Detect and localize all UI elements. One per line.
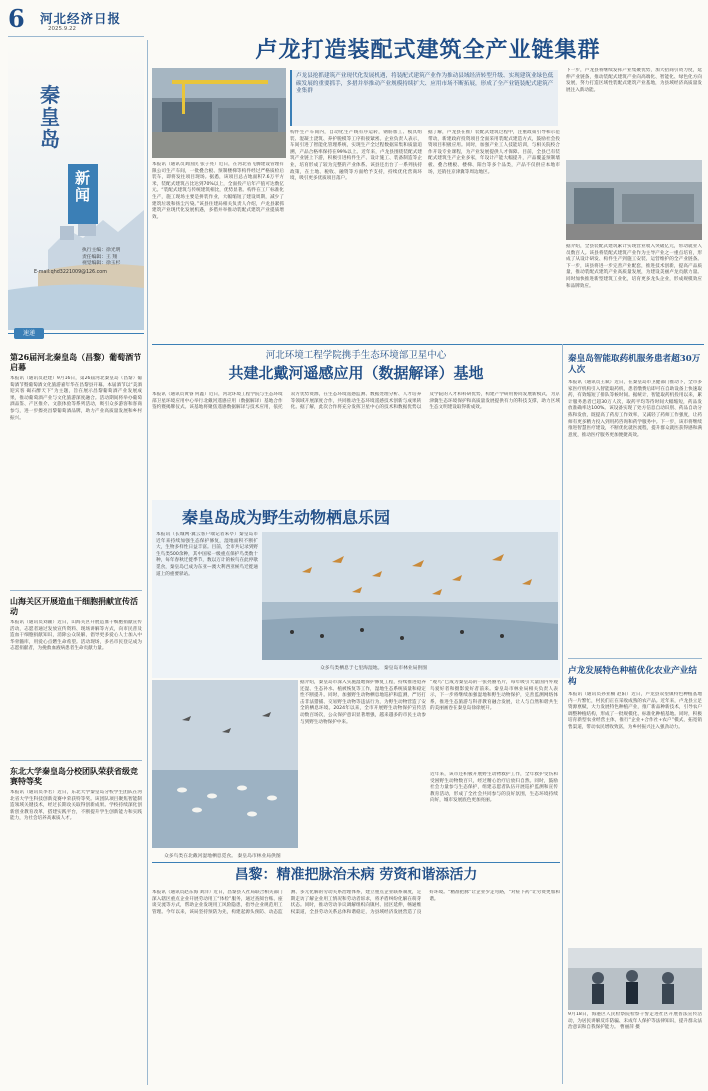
section-name: 新闻 <box>75 169 91 204</box>
chief-editor: 执行主编：徐光明 <box>82 248 121 253</box>
column-divider <box>147 40 148 1085</box>
sidebar-story-1 <box>10 352 142 596</box>
story3-caption-1: 众多鸟类栖息于七里海湿地。 秦皇岛市林业局供图 <box>320 666 428 671</box>
section-city: 秦皇岛 <box>40 83 60 151</box>
bottom-caption <box>568 1012 702 1078</box>
masthead-rule <box>8 36 144 37</box>
story3-photo-2 <box>152 680 298 848</box>
right-body: 本报讯（通讯员王斌）近日，在秦皇岛市卫健部门推动下，全市多家医疗机构引入智能取药机，患者缴费后即可在自助设备上快速取药，有效缩短了排队等候时间。据统计，智能取药机投用以来，累计服务患者已超30万人次，取药平均等待时间大幅缩短，药品发放准确率达100%。该设备实现了处方信息自动识别、药品自动分拣和发放，既提高了药房工作效率，又减轻了药师工作强度，让药师有更多精力投入到用药咨询和药学服务中。下一步，该市将继续推进智慧医疗建设，不断优化就医流程，提升群众就医获得感和满意度，推动医疗服务更加便捷高效。 <box>568 380 702 438</box>
right-headline: 秦皇岛智能取药机服务患者超30万人次 <box>568 354 701 375</box>
story3-head <box>152 500 560 530</box>
issue-date: 2025.9.22 <box>48 26 76 32</box>
column-divider <box>562 344 563 1084</box>
lead-headline: 卢龙打造装配式建筑全产业链集群 <box>255 37 601 63</box>
sidebar-headline: 第26届河北秦皇岛（昌黎）葡萄酒节启幕 <box>10 352 142 372</box>
story3-photo-1 <box>262 532 558 660</box>
story3-headline: 秦皇岛成为野生动物栖息乐园 <box>182 508 391 527</box>
story3-caption-2: 众多鸟类在北戴河湿地栖息觅食。 秦皇岛市林业局供图 <box>164 854 281 859</box>
section-rule <box>152 344 704 345</box>
page-number: 6 <box>8 4 25 33</box>
wetland-photo <box>152 680 298 848</box>
community-photo <box>568 948 702 1010</box>
lead-deck: 卢龙县抢抓建筑产业现代化发展机遇，将装配式建筑产业作为推动县域经济转型升级、实现建筑业绿色低碳发展的重要抓手，多措并举推动产业规模持续扩大、应用市场不断拓展，形成了全产业链装配式建筑产业集群 <box>296 73 554 95</box>
sidebar-story-3 <box>10 766 142 1080</box>
story2-kicker: 河北环境工程学院携手生态环境部卫星中心 <box>265 350 447 361</box>
story4-body: 本报讯（通讯员赵东海 刘洋）近日，昌黎县人社局联合相关部门深入辖区重点企业开展劳动用工“体检”服务，通过查阅台账、座谈交流等方式，帮助企业发现用工风险隐患，指导企业规范用工管理。今年以来，该局坚持预防为先，构建起源头预防、动态监测、多元化解的劳动关系治理体系，建立重点企业联系制度，定期走访了解企业用工情况和劳动者诉求，将矛盾纠纷化解在萌芽状态。同时，推动劳动争议调解组织向镇村、园区延伸，畅通维权渠道，全县劳动关系总体和谐稳定，为县域经济发展营造了良好环境。“精准把脉”让企业少走弯路，“对症下药”让劳资更加和谐。 <box>152 890 560 915</box>
sidebar-body: 本报讯（通讯员刘颖）近日，山海关区开展造血干细胞捐献宣传活动，志愿者通过发放宣传资料、现场讲解等方式，向市民普及造血干细胞捐献知识，消除公众误解，倡导更多爱心人士加入中华骨髓库，用爱心点燃生命希望。活动现场，多名市民登记成为志愿捐献者，为挽救血液病患者生命贡献力量。 <box>10 620 142 652</box>
express-tag: 速递 <box>14 328 44 339</box>
right-headline: 卢龙发展特色种植优化农业产业结构 <box>568 666 697 687</box>
right-story-2 <box>568 666 702 972</box>
divider <box>10 590 142 591</box>
paper-name: 河北经济日报 <box>40 11 122 26</box>
section-nameplate <box>8 40 144 330</box>
duty-editor: 责任编辑：王 翔 <box>82 254 118 260</box>
section-email: E-mail:qhd3221009@126.com <box>34 270 107 275</box>
lead-col-1: 本报讯（通讯员刘国民 张子亮）近日，在河北省飞腾建设管理有限公司生产车间，一批叠合板、预制楼梯等构件经过严格质检后装车，即将发往项目现场。据悉，该项目总占地面积7.6万平方米，装配式建筑占比达到70%以上，全面投产后年产值可达数亿元。“装配式建筑与传统建筑相比，优势显著。构件在工厂标准化生产，施工现场主要是拼装作业，大幅缩短了建设周期，减少了建筑垃圾和扬尘污染。”该县住建局相关负责人介绍，卢龙县紧抓建筑产业现代化发展机遇，多措并举推动装配式建筑产业提质增效。 <box>152 162 284 220</box>
lead-photo-2 <box>566 160 702 240</box>
bottom-caption-credit: 曹丽萍 摄 <box>620 1025 640 1031</box>
visual-editor: 视觉编辑：徐玉杉 <box>82 261 121 267</box>
story3-col-mid: 据介绍，秦皇岛市深入实施湿地保护修复工程，持续推进退养还湿、生态补水、植被恢复等工作，湿地生态系统质量和稳定性不断提升。同时，加强野生动物栖息地巡护和监测，严厉打击非法猎捕、交易野生动物等违法行为，为野生动物营造了安全的栖息环境。2024年以来，全市开展野生动物保护宣传活动数百场次，公众保护意识显著增强，越来越多的市民主动参与到野生动物保护中来。 <box>300 680 426 725</box>
story2-headline: 共建北戴河遥感应用（数据解译）基地 <box>228 364 484 382</box>
story2-header <box>152 350 560 383</box>
sidebar-headline: 东北大学秦皇岛分校团队荣获省级竞赛特等奖 <box>10 766 138 786</box>
story3-col-right: “观鸟”已成为秦皇岛的一张亮丽名片，每年吸引大量国内外观鸟爱好者和摄影爱好者前来。秦皇岛市林业局相关负责人表示，下一步将继续加强湿地和野生动物保护，完善监测网络体系，推进生态旅游与科普教育融合发展，让人与自然和谐共生的美丽画卷在秦皇岛徐徐展开。 <box>430 680 558 712</box>
story3-intro: 本报讯（长城网·冀云客户端记者朱亭）秦皇岛市近年来持续加强生态保护修复，湿地面积不断扩大，生物多样性日益丰富。目前，全市共记录到野生鸟类500余种，其中国家一级重点保护鸟类数十种，每年春秋迁徙季节，数以万计的候鸟在此停歇觅食，秦皇岛已成为东亚—澳大利西亚候鸟迁徙通道上的重要驿站。 <box>156 532 258 577</box>
section-name-box <box>68 164 98 224</box>
sidebar-story-2 <box>10 596 142 745</box>
sidebar-body: 本报讯（通讯员李若）近日，东北大学秦皇岛分校学生团队在河北省大学生科技创新竞赛中荣获特等奖。该团队项目聚焦智能制造领域关键技术，经过长期攻关取得创新成果。学校持续深化创新创业教育改革，搭建实践平台，不断提升学生创新能力和实践能力，为社会培养高素质人才。 <box>10 790 142 822</box>
sidebar-headline: 山海关区开展造血干细胞捐献宣传活动 <box>10 596 138 616</box>
lead-col-4: 下一步，卢龙县将继续发挥产业集聚优势，加大招商引资力度，延伸产业链条，推动装配式建筑产业向高端化、智能化、绿色化方向发展，努力打造区域性装配式建筑产业基地，为县域经济高质量发展注入新动能。 <box>566 68 702 93</box>
bottom-caption-text: 9月18日，海港区人民检察院检察干警走进社区开展普法宣传活动，为居民讲解反诈防骗、未成年人保护等法律知识，提升群众法治意识和自我保护能力。 <box>568 1012 702 1031</box>
story4-headline: 昌黎：精准把脉治未病 劳资和谐添活力 <box>234 867 478 883</box>
right-body: 本报讯（通讯员孙亚楠 赵阳）近日，卢龙县双望镇特色种植基地内一片繁忙，村民们正在采收成熟的农产品。近年来，卢龙县立足资源禀赋，大力发展特色种植产业，推广新品种新技术，引导农户调整种植结构，形成了一批规模化、标准化种植基地。同时，积极培育新型农业经营主体，推行“企业+合作社+农户”模式，拓宽销售渠道，带动农民增收致富，为乡村振兴注入强劲动力。 <box>568 692 702 730</box>
right-top-text: 据介绍，全县装配式建筑累计实现营业收入突破亿元，带动就业人员数百人。该县将装配式建筑产业作为主导产业之一重点培育，形成了从设计研发、构件生产到施工安装、运营维护的全产业链条。下一步，该县将进一步完善产业配套，推进技术创新，提高产品质量，推动装配式建筑产业高质量发展，为建设美丽卢龙贡献力量。同时加快推进新型建筑工业化，培育更多龙头企业，形成规模效应和品牌效应。 <box>566 244 702 289</box>
bottom-photo <box>568 948 702 1010</box>
lead-col-3: 据了解，卢龙县在推广装配式建筑过程中，注重政策引导和示范带动，新建政府投资项目全面采用装配式建造方式，鼓励社会投资项目积极应用。同时，加强产业工人技能培训，与相关院校合作开设专业课程，为产业发展提供人才保障。目前，全县已有装配式建筑生产企业多家，年设计产能大幅提升，产品覆盖预制墙板、叠合楼板、楼梯、阳台等多个品类，产品不仅供应本地市场，还销往京津冀等周边地区。 <box>428 130 560 175</box>
lead-photo <box>152 68 286 158</box>
birds-photo <box>262 532 558 660</box>
divider <box>10 760 142 761</box>
story2-body: 本报讯（通讯员黄睿 何鑫）近日，河北环境工程学院与生态环境部卫星环境应用中心举行北戴河遥感应用（数据解译）基地合作签约暨揭牌仪式。该基地将聚焦遥感数据解译与技术应用，依托双方优势资源，在生态环境遥感监测、数据处理分析、人才培养等领域开展深度合作，共同推动生态环境遥感技术创新与成果转化。据了解，此次合作将充分发挥卫星中心的技术和数据优势以及学院的人才和科研优势，构建产学研用协同发展新模式，为京津冀生态环境保护和高质量发展提供有力的科技支撑，助力区域生态文明建设取得新成效。 <box>152 392 560 411</box>
lead-deck-box <box>290 70 558 126</box>
workshop-photo <box>566 160 702 240</box>
story3-col-right-2: 近年来，该市还积极开展野生动物救护工作，全年救护受伤和受困野生动物数百只，经过精心治疗后放归自然。同时，鼓励社会力量参与生态保护，组建志愿者队伍开展巡护监测和宣传教育活动，形成了全社会共同参与的良好氛围，生态环境持续向好，城市发展底色更加亮丽。 <box>430 772 558 804</box>
sidebar-body: 本报讯（通讯员赵建）9月16日，第26届河北秦皇岛（昌黎）葡萄酒节暨葡萄酒文化旅游嘉年华在昌黎县开幕。本届酒节以“美酒迎宾客 碣石醉天下”为主题，旨在展示昌黎葡萄酒产业发展成果，推动葡萄酒产业与文化旅游深度融合。活动期间将举办葡萄酒品鉴、产区推介、文旅体验等系列活动，吸引众多游客和客商参与，进一步擦亮昌黎葡萄酒品牌，助力产业高质量发展和乡村振兴。 <box>10 376 142 421</box>
divider <box>568 658 702 659</box>
lead-col-2: 构件生产车间内，自动化生产线有序运转，钢筋加工、模具组装、混凝土浇筑、养护脱模等工序衔接紧密。企业负责人表示，车间引进了智能化管理系统，实现生产全过程数据采集和质量追溯，产品合格率保持在99%以上。近年来，卢龙县围绕装配式建筑产业链上下游，积极引进构件生产、设计施工、装备制造等企业，培育形成了较为完整的产业体系。该县还出台了一系列扶持政策，在土地、税收、融资等方面给予支持，持续优化营商环境，吸引更多优质项目落户。 <box>290 130 422 182</box>
lead-headline-band <box>152 38 704 62</box>
editor-credits <box>82 248 120 268</box>
factory-photo <box>152 68 286 158</box>
section-rule <box>152 862 560 863</box>
right-story-1 <box>568 354 702 652</box>
